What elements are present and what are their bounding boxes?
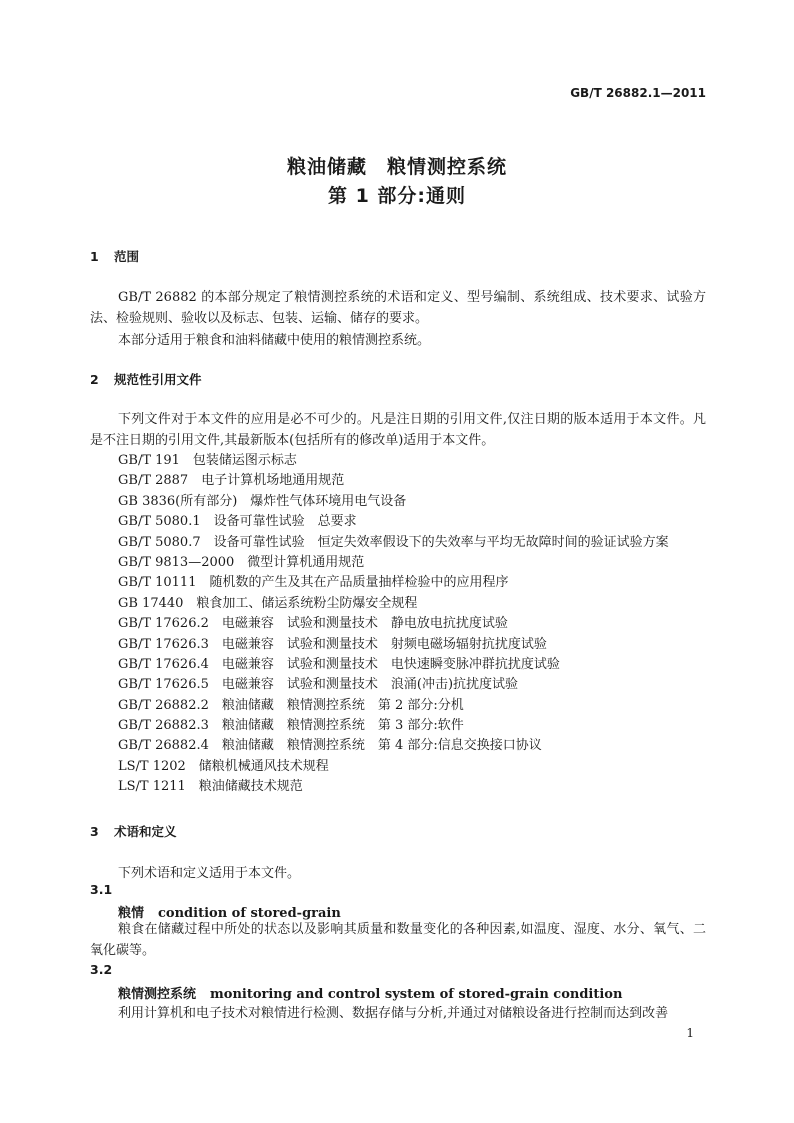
section-3-intro: 下列术语和定义适用于本文件。 bbox=[118, 866, 301, 881]
term-definition: 粮食在储藏过程中所处的状态以及影响其质量和数量变化的各种因素,如温度、湿度、水分、氧气、二氧化碳等。 bbox=[90, 922, 706, 958]
term-number: 3.1 bbox=[90, 882, 113, 897]
document-subtitle: 第 1 部分:通则 bbox=[327, 185, 467, 207]
reference-item: GB/T 10111 随机数的产生及其在产品质量抽样检验中的应用程序 bbox=[118, 575, 509, 591]
reference-item: LS/T 1202 储粮机械通风技术规程 bbox=[118, 758, 329, 774]
standard-number: GB/T 26882.1—2011 bbox=[570, 86, 706, 100]
section-number: 3 bbox=[90, 824, 99, 839]
section-number: 2 bbox=[90, 372, 99, 387]
reference-item: GB/T 26882.3 粮油储藏 粮情测控系统 第 3 部分:软件 bbox=[118, 718, 464, 734]
reference-item: GB/T 17626.2 电磁兼容 试验和测量技术 静电放电抗扰度试验 bbox=[118, 616, 508, 632]
term-chinese: 粮情 bbox=[118, 906, 145, 921]
reference-item: GB/T 191 包装储运图示标志 bbox=[118, 453, 297, 468]
section-title: 规范性引用文件 bbox=[114, 372, 202, 387]
reference-item: GB/T 26882.2 粮油储藏 粮情测控系统 第 2 部分:分机 bbox=[118, 697, 464, 713]
section-2-intro: 下列文件对于本文件的应用是必不可少的。凡是注日期的引用文件,仅注日期的版本适用于本文件。凡是不注日期的引用文件,其最新版本(包括所有的修改单)适用于本文件。 bbox=[90, 412, 706, 448]
reference-item: GB 3836(所有部分) 爆炸性气体环境用电气设备 bbox=[118, 493, 407, 509]
section-number: 1 bbox=[90, 249, 99, 264]
term-heading bbox=[118, 983, 622, 1002]
reference-item: GB/T 26882.4 粮油储藏 粮情测控系统 第 4 部分:信息交换接口协议 bbox=[118, 738, 542, 754]
reference-item: GB/T 9813—2000 微型计算机通用规范 bbox=[118, 554, 365, 570]
term-english: monitoring and control system of stored-grain condition bbox=[210, 987, 623, 1002]
section-3-heading bbox=[90, 822, 177, 840]
term-english: condition of stored-grain bbox=[158, 906, 341, 921]
reference-item: GB/T 2887 电子计算机场地通用规范 bbox=[118, 473, 345, 489]
page-number: 1 bbox=[686, 1026, 694, 1040]
section-1-paragraph: GB/T 26882 的本部分规定了粮情测控系统的术语和定义、型号编制、系统组成、技术要求、试验方法、检验规则、验收以及标志、包装、运输、储存的要求。 bbox=[90, 290, 706, 326]
reference-item: GB/T 5080.1 设备可靠性试验 总要求 bbox=[118, 514, 357, 530]
reference-item: GB/T 17626.4 电磁兼容 试验和测量技术 电快速瞬变脉冲群抗扰度试验 bbox=[118, 656, 560, 672]
section-title: 术语和定义 bbox=[114, 824, 177, 839]
reference-item: GB 17440 粮食加工、储运系统粉尘防爆安全规程 bbox=[118, 595, 418, 611]
section-1-heading bbox=[90, 247, 139, 265]
section-2-heading bbox=[90, 370, 202, 388]
reference-list bbox=[118, 451, 669, 798]
term-number: 3.2 bbox=[90, 962, 113, 977]
term-heading bbox=[118, 902, 341, 921]
reference-item: LS/T 1211 粮油储藏技术规范 bbox=[118, 779, 303, 795]
section-1-scope-line: 本部分适用于粮食和油料储藏中使用的粮情测控系统。 bbox=[118, 333, 431, 348]
section-title: 范围 bbox=[114, 249, 140, 264]
document-title: 粮油储藏 粮情测控系统 bbox=[286, 156, 507, 178]
term-definition: 利用计算机和电子技术对粮情进行检测、数据存储与分析,并通过对储粮设备进行控制而达到改善 bbox=[118, 1006, 669, 1021]
term-chinese: 粮情测控系统 bbox=[118, 987, 197, 1002]
reference-item: GB/T 17626.3 电磁兼容 试验和测量技术 射频电磁场辐射抗扰度试验 bbox=[118, 636, 547, 652]
reference-item: GB/T 17626.5 电磁兼容 试验和测量技术 浪涌(冲击)抗扰度试验 bbox=[118, 677, 519, 693]
reference-item: GB/T 5080.7 设备可靠性试验 恒定失效率假设下的失效率与平均无故障时间的验证试验方案 bbox=[118, 534, 669, 550]
